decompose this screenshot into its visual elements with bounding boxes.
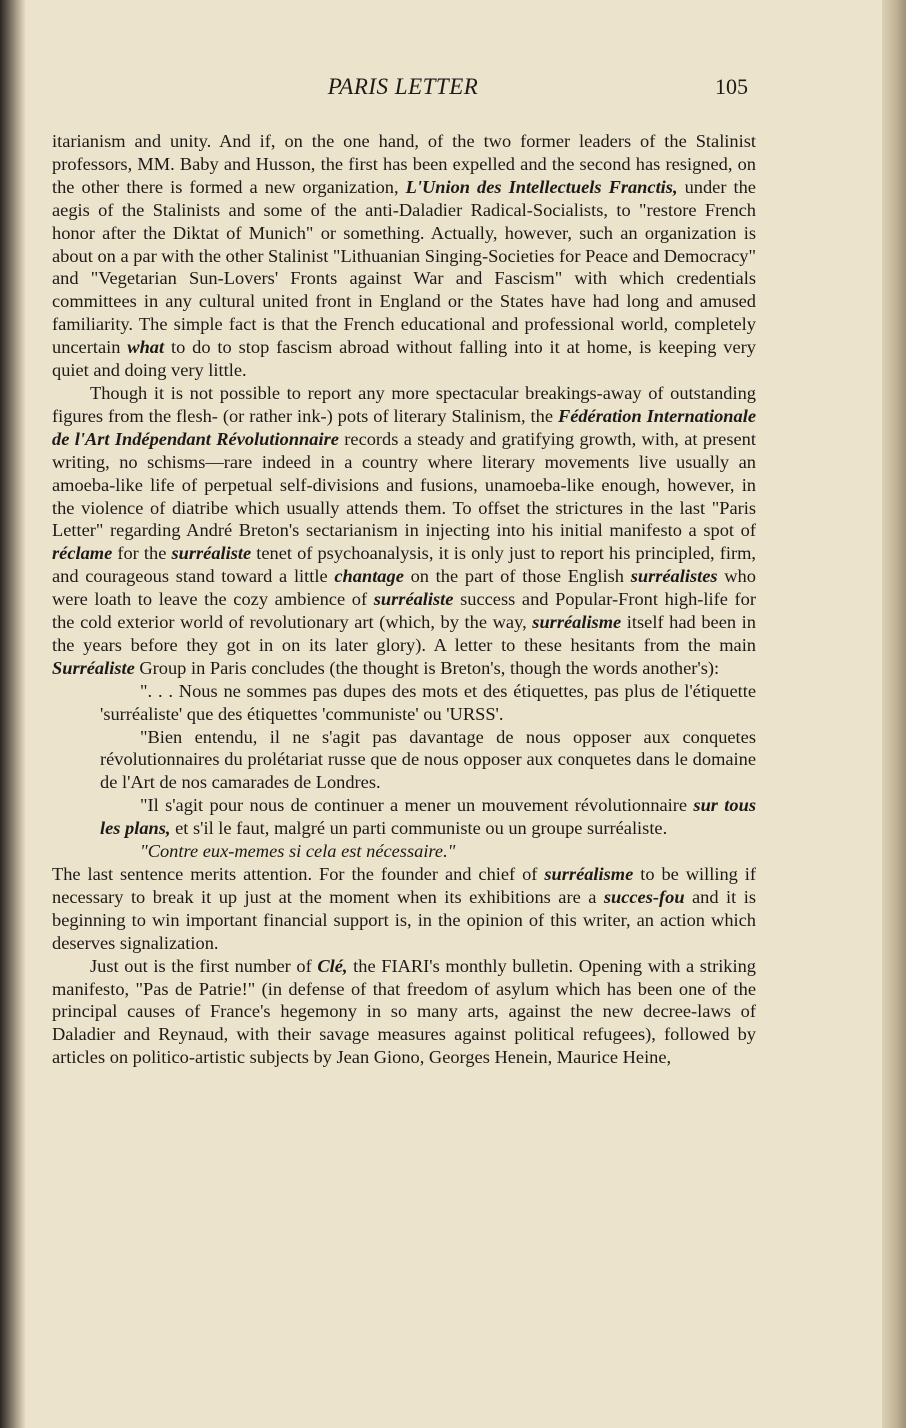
italic-run: surréalisme	[532, 612, 622, 633]
block-quote-4: "Contre eux-memes si cela est nécessaire."	[140, 841, 456, 862]
paragraph-1	[52, 130, 756, 382]
page-header	[58, 74, 748, 108]
italic-run: what	[127, 337, 165, 358]
page-number: 105	[715, 74, 748, 99]
text-run: itarianism and unity. And if, on the one hand, of the two former leaders of the Stalinist professors, MM. Baby and Husson, the first has been expelled and the second has resigned, on the other there is formed a new organization,	[52, 131, 756, 197]
text-run: Though it is not possible to report any more spectacular breakings-away of outstanding figures from the flesh- (or rather ink-) pots of literary Stalinism, the	[52, 382, 756, 426]
paragraph-2	[52, 382, 756, 680]
italic-run: réclame	[52, 543, 113, 564]
body-text	[52, 130, 756, 1069]
italic-run: surréaliste	[171, 543, 252, 564]
running-title: PARIS LETTER	[327, 74, 479, 99]
italic-run: surréaliste	[373, 589, 454, 610]
block-quote-3	[100, 794, 756, 840]
text-run: records a steady and gratifying growth, with, at present writing, no schisms—rare indeed in a country where literary movements live usually an amoeba-like life of perpetual self-divisions and fusions, unamoeba-like enough, however, in the violence of diatribe which usually attends them. To offset the strictures in the last "Paris Letter" regarding André Breton's sectarianism in injecting into his initial manifesto a spot of	[52, 428, 756, 541]
italic-run: chantage	[334, 566, 404, 587]
block-quote-2: "Bien entendu, il ne s'agit pas davantage de nous opposer aux conquetes révolutionnaires du prolétariat russe que de nous opposer aux conquetes dans le domaine de l'Art de nos camarades de Londres.	[100, 726, 756, 793]
italic-run: Clé,	[317, 955, 348, 976]
text-run: the FIARI's monthly bulletin. Opening with a striking manifesto, "Pas de Patrie!" (in defense of that freedom of asylum which has been one of the principal causes of France's hegemony in so many arts, against the new decree-laws of Daladier and Reynaud, with their savage measures against political refugees), followed by articles on politico-artistic subjects by Jean Giono, Georges Henein, Maurice Heine,	[52, 955, 757, 1068]
text-run: to be willing if necessary to break it up just at the moment when its exhibitions are a	[52, 864, 756, 907]
text-run: success and Popular-Front high-life for the cold exterior world of revolutionary art (which, by the way,	[52, 589, 757, 633]
text-run: The last sentence merits attention. For the founder and chief of	[52, 864, 538, 884]
italic-run: sur tous les plans,	[100, 795, 756, 839]
text-run: "Il s'agit pour nous de continuer a mener un mouvement révolutionnaire	[140, 795, 688, 816]
text-run: Just out is the first number of	[90, 955, 312, 976]
text-run: et s'il le faut, malgré un parti communiste ou un groupe surréaliste.	[175, 818, 668, 839]
text-run: tenet of psychoanalysis, it is only just to report his principled, firm, and courageous stand toward a little	[52, 543, 756, 587]
text-run: on the part of those English	[410, 566, 624, 587]
text-run: itself had been in the years before they got in on its later glory). A letter to these hesitants from the main	[52, 612, 756, 655]
italic-run: succes-fou	[603, 886, 685, 907]
book-spine-shadow	[0, 0, 26, 1428]
text-run: and it is beginning to win important financial support is, in the opinion of this writer, an action which deserves signalization.	[52, 886, 756, 953]
paragraph-4	[52, 955, 756, 1070]
italic-run: L'Union des Intellectuels Franctis,	[405, 176, 678, 197]
facing-page-edge	[882, 0, 906, 1428]
text-run: under the aegis of the Stalinists and some of the anti-Daladier Radical-Socialists, to "restore French honor after the Diktat of Munich" or something. Actually, however, such an organization is about on a par with the other Stalinist "Lithuanian Singing-Societies for Peace and Democracy" and "Vegetarian Sun-Lovers' Fronts against War and Fascism" with which credentials committees in any cultural united front in England or the States have had long and amused familiarity. The simple fact is that the French educational and professional world, completely uncertain	[52, 176, 756, 358]
italic-run: surréalistes	[630, 566, 718, 587]
italic-run: Surréaliste	[52, 657, 135, 678]
text-run: to do to stop fascism abroad without falling into it at home, is keeping very quiet and doing very little.	[52, 337, 756, 381]
italic-run: Fédération Internationale de l'Art Indépendant Révolutionnaire	[52, 405, 756, 449]
paragraph-3	[52, 863, 756, 955]
text-run: who were loath to leave the cozy ambience of	[52, 566, 756, 610]
italic-run: surréalisme	[544, 864, 634, 884]
block-quote-1: ". . . Nous ne sommes pas dupes des mots et des étiquettes, pas plus de l'étiquette 'surréaliste' que des étiquettes 'communiste' ou 'URSS'.	[100, 680, 756, 724]
text-run: Group in Paris concludes (the thought is Breton's, though the words another's):	[139, 657, 720, 678]
text-run: for the	[117, 543, 167, 564]
